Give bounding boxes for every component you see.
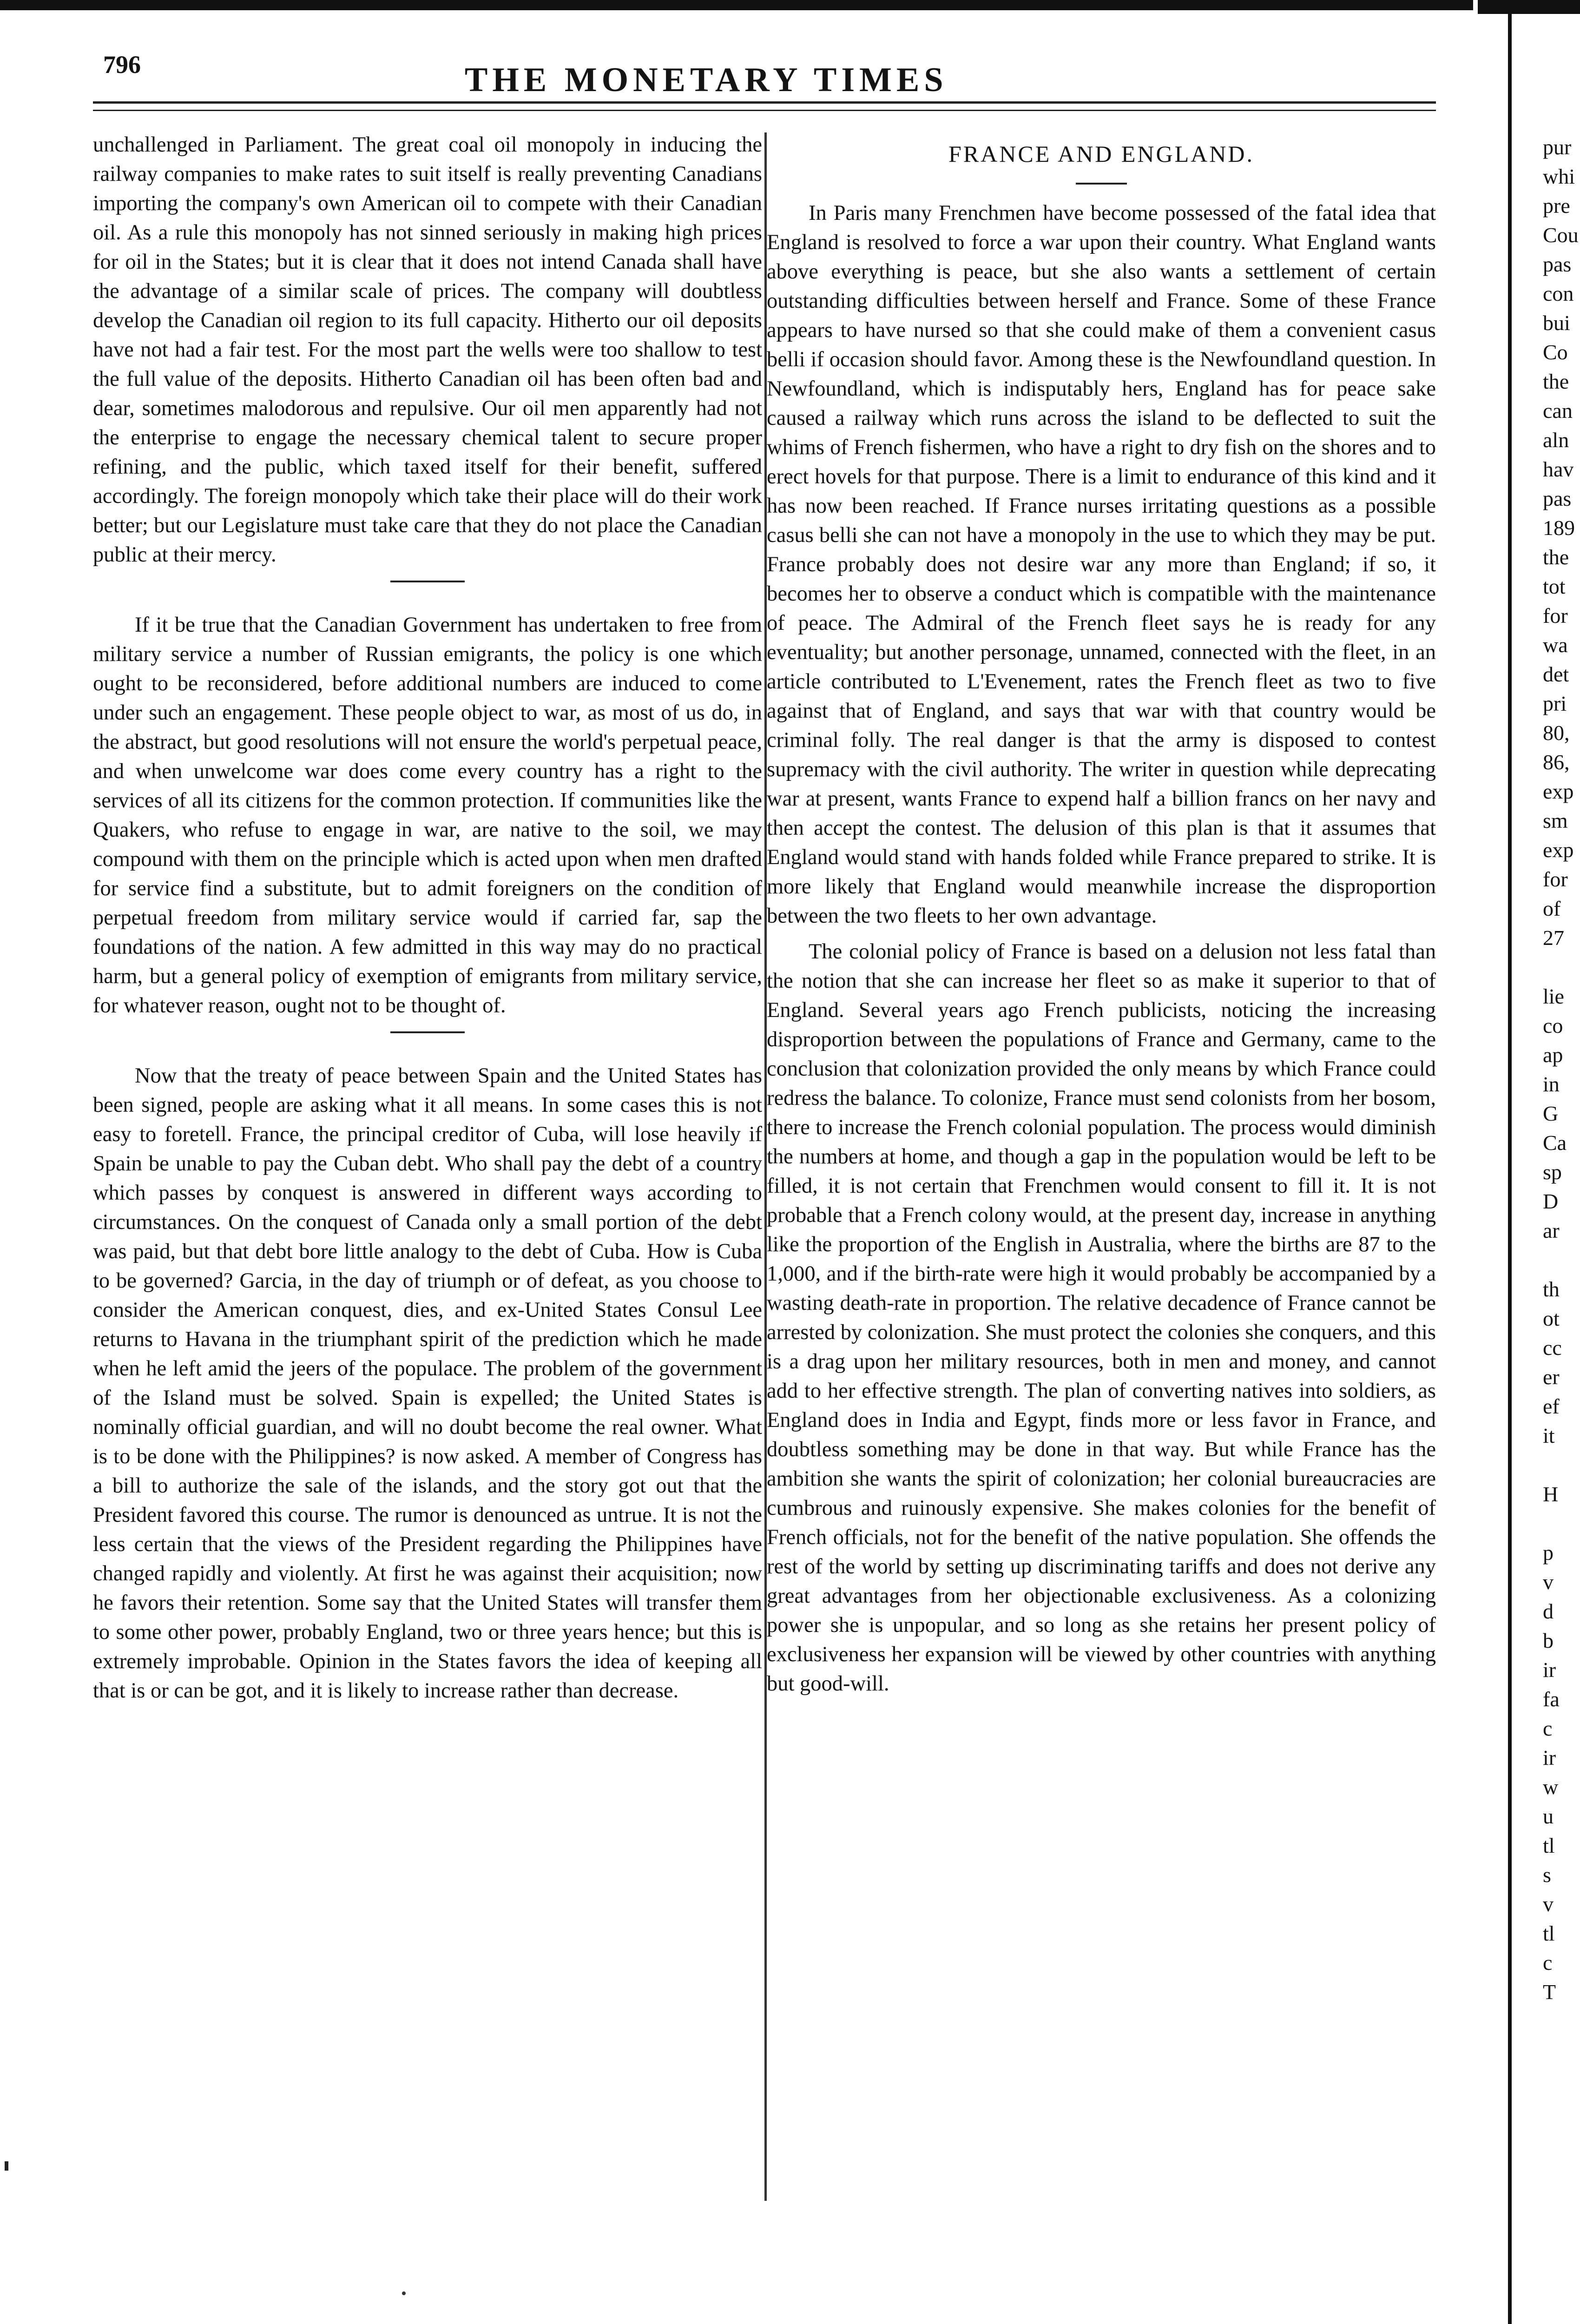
- fragment-line: the: [1543, 545, 1569, 569]
- masthead-rule-top: [93, 101, 1436, 104]
- fragment-line: s: [1543, 1863, 1551, 1887]
- fragment-line: [1543, 952, 1580, 982]
- fragment-line: 189: [1543, 516, 1575, 540]
- fragment-line: tot: [1543, 574, 1566, 598]
- fragment-line: c: [1543, 1951, 1553, 1974]
- fragment-line: hav: [1543, 457, 1574, 481]
- fragment-line: exp: [1543, 838, 1574, 862]
- fragment-line: pas: [1543, 252, 1572, 276]
- fragment-line: v: [1543, 1892, 1554, 1916]
- fragment-line: sm: [1543, 809, 1568, 832]
- fragment-line: can: [1543, 399, 1573, 423]
- fragment-line: er: [1543, 1365, 1560, 1389]
- fragment-line: G: [1543, 1102, 1559, 1125]
- fragment-line: pas: [1543, 487, 1572, 510]
- fragment-line: exp: [1543, 779, 1574, 803]
- fragment-line: con: [1543, 282, 1574, 305]
- fragment-line: [1543, 1450, 1580, 1479]
- fragment-line: c: [1543, 1717, 1553, 1740]
- fragment-line: ir: [1543, 1658, 1556, 1682]
- paragraph-france-england: In Paris many Frenchmen have become possessed of the fatal idea that England is resolved to force a war upon their country. What England wants above everything is peace, but she also wants a settlement of certain outstanding difficulties between herself and France. Some of these France appears to have nursed so that she could make of them a convenient casus belli if occasion should favor. Among these is the Newfoundland question. In Newfoundland, which is indisputably hers, England has for peace sake caused a railway which runs across the island to be deflected to suit the whims of French fishermen, who have a right to dry fish on the shores and to erect hovels for that purpose. There is a limit to endurance of this kind and it has now been reached. If France nurses irritating questions as a possible casus belli she can not have a monopoly in the use to which they may be put. France probably does not desire war any more than England; if so, it becomes her to observe a conduct which is compatible with the maintenance of peace. The Admiral of the French fleet says he is ready for any eventuality; but another personage, unnamed, connected with the fleet, in an article contributed to L'Evenement, rates the French fleet as two to five against that of England, and says that war with that country would be criminal folly. The real danger is that the army is disposed to contest supremacy with the civil authority. The writer in question while deprecating war at present, wants France to expend half a billion francs on her navy and then accept the contest. The delusion of this plan is that it assumes that England would stand with hands folded while France prepared to strike. It is more likely that England would meanwhile increase the disproportion between the two fleets to her own advantage.: [767, 201, 1436, 928]
- fragment-line: wa: [1543, 633, 1568, 657]
- fragment-line: v: [1543, 1570, 1554, 1594]
- paragraph-oil-monopoly: unchallenged in Parliament. The great coal oil monopoly in inducing the railway companies to make rates to suit itself is really preventing Canadians importing the company's own American oil to compete with their Canadian oil. As a rule this monopoly has not sinned seriously in making high prices for oil in the States; but it is clear that it does not intend Canada shall have the advantage of a similar scale of prices. The company will doubtless develop the Canadian oil region to its full capacity. Hitherto our oil deposits have not had a fair test. For the most part the wells were too shallow to test the full value of the deposits. Hitherto Canadian oil has been often bad and dear, sometimes malodorous and repulsive. Our oil men apparently had not the enterprise to engage the necessary chemical talent to secure proper refining, and the public, which taxed itself for their benefit, suffered accordingly. The foreign monopoly which take their place will do their work better; but our Legislature must take care that they do not place the Canadian public at their mercy.: [93, 133, 762, 567]
- fragment-line: sp: [1543, 1160, 1562, 1184]
- fragment-line: det: [1543, 662, 1569, 686]
- fragment-line: 86,: [1543, 750, 1570, 774]
- fragment-line: pre: [1543, 194, 1570, 218]
- paragraph-spain-treaty: Now that the treaty of peace between Spain and the United States has been signed, people are asking what it all means. In some cases this is not easy to foretell. France, the principal creditor of Cuba, will lose heavily if Spain be unable to pay the Cuban debt. Who shall pay the debt of a country which passes by conquest is answered in different ways according to circumstances. On the conquest of Canada only a small portion of the debt was paid, but that debt bore little analogy to the debt of Cuba. How is Cuba to be governed? Garcia, in the day of triumph or of defeat, as you choose to consider the American conquest, dies, and ex-United States Consul Lee returns to Havana in the triumphant spirit of the prediction which he made when he left amid the jeers of the populace. The problem of the government of the Island must be solved. Spain is expelled; the United States is nominally official guardian, and will no doubt become the real owner. What is to be done with the Philippines? is now asked. A member of Congress has a bill to authorize the sale of the islands, and the story got out that the President favored this course. The rumor is denounced as untrue. It is not the less certain that the views of the President regarding the Philippines have changed rapidly and violently. At first he was against their acquisition; now he favors their retention. Some say that the United States will transfer them to some other power, probably England, two or three years hence; but this is extremely improbable. Opinion in the States favors the idea of keeping all that is or can be got, and it is likely to increase rather than decrease.: [93, 1064, 762, 1703]
- fragment-line: for: [1543, 604, 1568, 627]
- fragment-line: 27: [1543, 926, 1564, 950]
- fragment-line: pri: [1543, 692, 1567, 715]
- section-separator: [390, 581, 465, 582]
- adjacent-page-fragments: [1543, 132, 1580, 2271]
- fragment-line: it: [1543, 1424, 1555, 1447]
- fragment-line: pur: [1543, 135, 1572, 159]
- fragment-line: ar: [1543, 1219, 1560, 1242]
- fragment-line: ir: [1543, 1746, 1556, 1769]
- fragment-line: T: [1543, 1980, 1556, 2004]
- fragment-line: tl: [1543, 1921, 1555, 1945]
- fragment-line: cc: [1543, 1336, 1562, 1360]
- fragment-line: bui: [1543, 311, 1570, 335]
- fragment-line: D: [1543, 1189, 1559, 1213]
- masthead-title: THE MONETARY TIMES: [465, 61, 948, 99]
- fragment-line: lie: [1543, 984, 1564, 1008]
- fragment-line: tl: [1543, 1834, 1555, 1857]
- top-border: [0, 0, 1473, 10]
- paragraph-russian-emigrants: If it be true that the Canadian Government has undertaken to free from military service a number of Russian emigrants, the policy is one which ought to be reconsidered, before additional numbers are induced to come under such an engagement. These people object to war, as most of us do, in the abstract, but good resolutions will not ensure the world's perpetual peace, and when unwelcome war does come every country has a right to the services of all its citizens for the common protection. If communities like the Quakers, who refuse to engage in war, are native to the soil, we may compound with them on the principle which is acted upon when men drafted for service find a substitute, but to admit foreigners on the condition of perpetual freedom from military service would if carried far, sap the foundations of the nation. A few admitted in this way may do no practical harm, but a general policy of exemption of emigrants from military service, for whatever reason, ought not to be thought of.: [93, 613, 762, 1017]
- page-number: 796: [103, 51, 141, 79]
- margin-mark: [5, 2161, 8, 2171]
- fragment-line: d: [1543, 1599, 1554, 1623]
- paragraph-colonial-policy: The colonial policy of France is based on a delusion not less fatal than the notion that she can increase her fleet so as make it superior to that of England. Several years ago French publicists, noticing the increasing disproportion between the populations of France and Germany, came to the conclusion that colonization provided the only means by which France could redress the balance. To colonize, France must send colonists from her bosom, there to increase the French colonial population. The process would diminish the numbers at home, and though a gap in the population would be left to be filled, it is not certain that Frenchmen would consent to fill it. It is not probable that a French colony would, at the present day, increase in anything like the proportion of the English in Australia, where the births are 87 to the 1,000, and if the birth-rate were high it would probably be accompanied by a wasting death-rate in proportion. The relative decadence of France cannot be arrested by colonization. She must protect the colonies she conquers, and this is a drag upon her military resources, both in men and money, and cannot add to her effective strength. The plan of converting natives into soldiers, as England does in India and Egypt, finds more or less favor in France, and doubtless something may be done in that way. But while France has the ambition she wants the spirit of colonization; her colonial bureaucracies are cumbrous and ruinously expensive. She makes colonies for the benefit of French officials, not for the benefit of the native population. She offends the rest of the world by setting up discriminating tariffs and does not derive any great advantages from her objectionable exclusiveness. As a colonizing power she is unpopular, and so long as she retains her present policy of exclusiveness her expansion will be viewed by other countries with anything but good-will.: [767, 940, 1436, 1696]
- fragment-line: Ca: [1543, 1131, 1567, 1155]
- fragment-line: [1543, 1245, 1580, 1274]
- fragment-line: th: [1543, 1277, 1560, 1301]
- top-border-right: [1478, 0, 1580, 14]
- fragment-line: ap: [1543, 1043, 1563, 1067]
- middle-column: [767, 130, 1436, 1698]
- fragment-line: b: [1543, 1629, 1554, 1652]
- fragment-line: ef: [1543, 1394, 1560, 1418]
- fragment-line: u: [1543, 1804, 1554, 1828]
- masthead-rule-bottom: [93, 110, 1436, 111]
- fragment-line: of: [1543, 897, 1561, 920]
- fragment-line: fa: [1543, 1687, 1560, 1711]
- fragment-line: co: [1543, 1014, 1563, 1037]
- fragment-line: in: [1543, 1072, 1560, 1096]
- article-headline: FRANCE AND ENGLAND.: [948, 141, 1254, 167]
- fragment-line: [1543, 1509, 1580, 1538]
- fragment-line: H: [1543, 1482, 1559, 1506]
- fragment-line: aln: [1543, 428, 1569, 452]
- fragment-line: ot: [1543, 1307, 1560, 1330]
- fragment-line: p: [1543, 1541, 1554, 1565]
- fragment-line: the: [1543, 370, 1569, 393]
- left-column: [93, 130, 762, 1705]
- fragment-line: Co: [1543, 340, 1568, 364]
- section-separator: [390, 1031, 465, 1033]
- fragment-line: Cou: [1543, 223, 1579, 247]
- fragment-line: for: [1543, 867, 1568, 891]
- fragment-line: whi: [1543, 165, 1575, 188]
- margin-dot: [402, 2291, 406, 2295]
- fragment-line: w: [1543, 1775, 1559, 1799]
- fragment-line: 80,: [1543, 721, 1570, 745]
- headline-rule: [1076, 183, 1127, 185]
- page-fold-rule: [1508, 0, 1512, 2324]
